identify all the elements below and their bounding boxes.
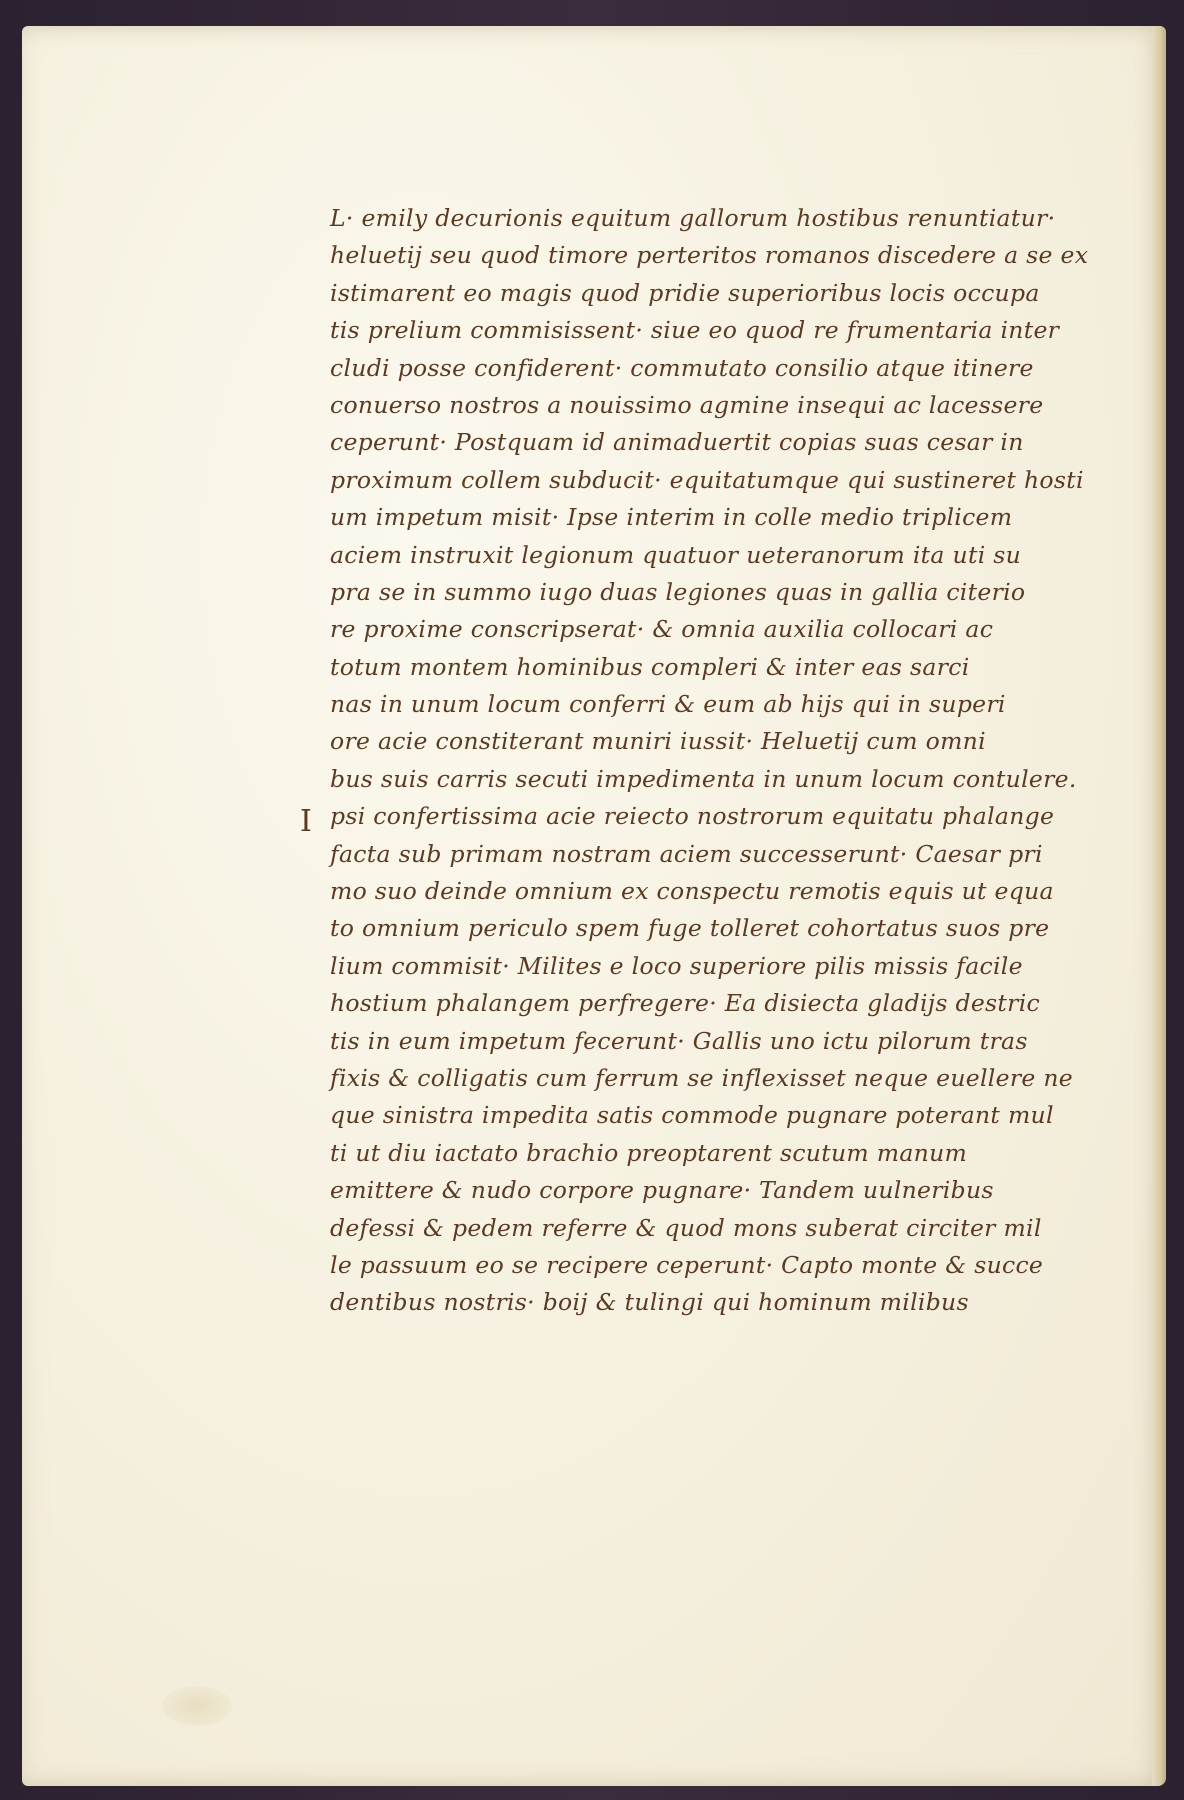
text-line: le passuum eo se recipere ceperunt· Capto monte & succe xyxy=(330,1250,1044,1279)
text-line: ore acie constiterant muniri iussit· Heluetij cum omni xyxy=(330,727,986,756)
text-line: fixis & colligatis cum ferrum se inflexisset neque euellere ne xyxy=(330,1063,1073,1092)
text-line: cludi posse confiderent· commutato consilio atque itinere xyxy=(330,353,1034,382)
text-line: dentibus nostris· boij & tulingi qui hominum milibus xyxy=(330,1288,969,1317)
text-line: aciem instruxit legionum quatuor ueteranorum ita uti su xyxy=(330,540,1022,569)
text-line: istimarent eo magis quod pridie superioribus locis occupa xyxy=(330,278,1040,307)
page-edge xyxy=(1152,26,1166,1786)
text-line: proximum collem subducit· equitatumque qui sustineret hosti xyxy=(330,465,1084,494)
text-line: defessi & pedem referre & quod mons suberat circiter mil xyxy=(330,1213,1042,1242)
text-line: nas in unum locum conferri & eum ab hijs qui in superi xyxy=(330,690,1006,719)
text-line: L· emily decurionis equitum gallorum hostibus renuntiatur· xyxy=(330,204,1056,232)
text-line: tis in eum impetum fecerunt· Gallis uno ictu pilorum tras xyxy=(330,1026,1028,1055)
text-line: conuerso nostros a nouissimo agmine insequi ac lacessere xyxy=(330,390,1044,419)
text-line: ceperunt· Postquam id animaduertit copias suas cesar in xyxy=(330,428,1024,457)
text-line: psi confertissima acie reiecto nostrorum equitatu phalange xyxy=(330,802,1055,831)
text-line: re proxime conscripserat· & omnia auxilia collocari ac xyxy=(330,615,994,644)
text-line: hostium phalangem perfregere· Ea disiecta gladijs destric xyxy=(330,989,1040,1018)
text-line: bus suis carris secuti impedimenta in unum locum contulere. xyxy=(330,764,1077,793)
text-line: heluetij seu quod timore perteritos romanos discedere a se ex xyxy=(330,241,1089,270)
decorated-initial: I xyxy=(300,804,312,839)
text-line: emittere & nudo corpore pugnare· Tandem uulneribus xyxy=(330,1176,994,1205)
manuscript-text-block xyxy=(330,200,1100,1322)
text-line: totum montem hominibus compleri & inter eas sarci xyxy=(330,652,970,681)
text-line: que sinistra impedita satis commode pugnare poterant mul xyxy=(330,1101,1054,1130)
parchment-stain xyxy=(162,1686,232,1726)
text-line: facta sub primam nostram aciem successerunt· Caesar pri xyxy=(330,839,1043,868)
text-line: tis prelium commisissent· siue eo quod re frumentaria inter xyxy=(330,316,1060,345)
text-line: to omnium periculo spem fuge tolleret cohortatus suos pre xyxy=(330,914,1050,943)
text-line: um impetum misit· Ipse interim in colle medio triplicem xyxy=(330,503,1013,532)
text-line: mo suo deinde omnium ex conspectu remotis equis ut equa xyxy=(330,877,1054,906)
text-line: ti ut diu iactato brachio preoptarent scutum manum xyxy=(330,1138,968,1167)
text-line: pra se in summo iugo duas legiones quas in gallia citerio xyxy=(330,577,1026,606)
text-line: lium commisit· Milites e loco superiore pilis missis facile xyxy=(330,951,1023,980)
